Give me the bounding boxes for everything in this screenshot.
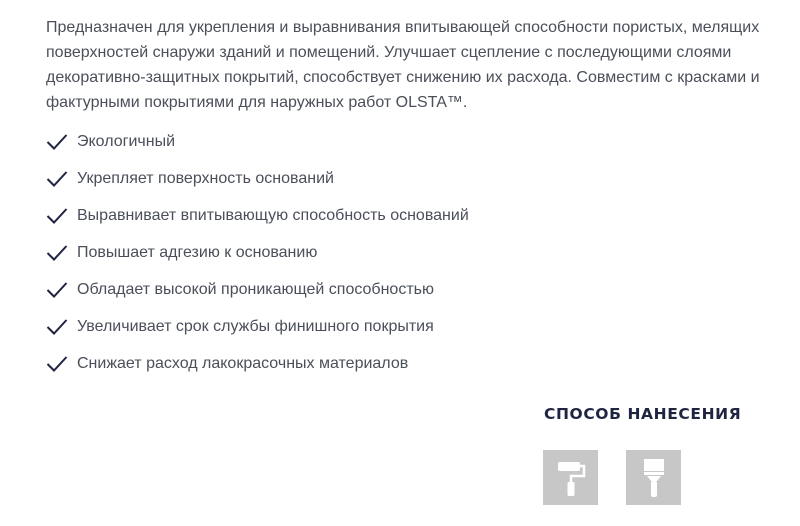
feature-item	[46, 197, 469, 234]
feature-item	[46, 308, 469, 345]
feature-label: Увеличивает срок службы финишного покрытия	[77, 317, 434, 335]
feature-label: Обладает высокой проникающей способностью	[77, 280, 434, 298]
feature-label: Экологичный	[77, 132, 176, 150]
checkmark-icon	[46, 281, 68, 299]
checkmark-icon	[46, 318, 68, 336]
paint-roller-icon	[554, 458, 588, 498]
application-method-title: СПОСОБ НАНЕСЕНИЯ	[544, 405, 742, 423]
feature-label: Выравнивает впитывающую способность оснований	[77, 206, 469, 224]
checkmark-icon	[46, 170, 68, 188]
checkmark-icon	[46, 133, 68, 151]
application-tool-brush[interactable]	[626, 450, 681, 505]
checkmark-icon	[46, 207, 68, 225]
feature-label: Снижает расход лакокрасочных материалов	[77, 354, 409, 372]
feature-item	[46, 271, 469, 308]
application-tool-roller[interactable]	[543, 450, 598, 505]
feature-item	[46, 234, 469, 271]
feature-item	[46, 123, 469, 160]
feature-item	[46, 160, 469, 197]
feature-item	[46, 345, 469, 382]
feature-label: Повышает адгезию к основанию	[77, 243, 318, 261]
paint-brush-icon	[637, 457, 671, 499]
feature-list	[46, 123, 469, 382]
product-description: Предназначен для укрепления и выравнивания впитывающей способности пористых, мелящих поверхностей снаружи зданий и помещений. Улучшает сцепление с последующими слоями декоративно-защитных покрытий, способствует снижению их расхода. Совместим с красками и фактурными покрытиями для наружных работ OLSTA™.	[46, 19, 760, 111]
checkmark-icon	[46, 244, 68, 262]
feature-label: Укрепляет поверхность оснований	[77, 169, 334, 187]
checkmark-icon	[46, 355, 68, 373]
